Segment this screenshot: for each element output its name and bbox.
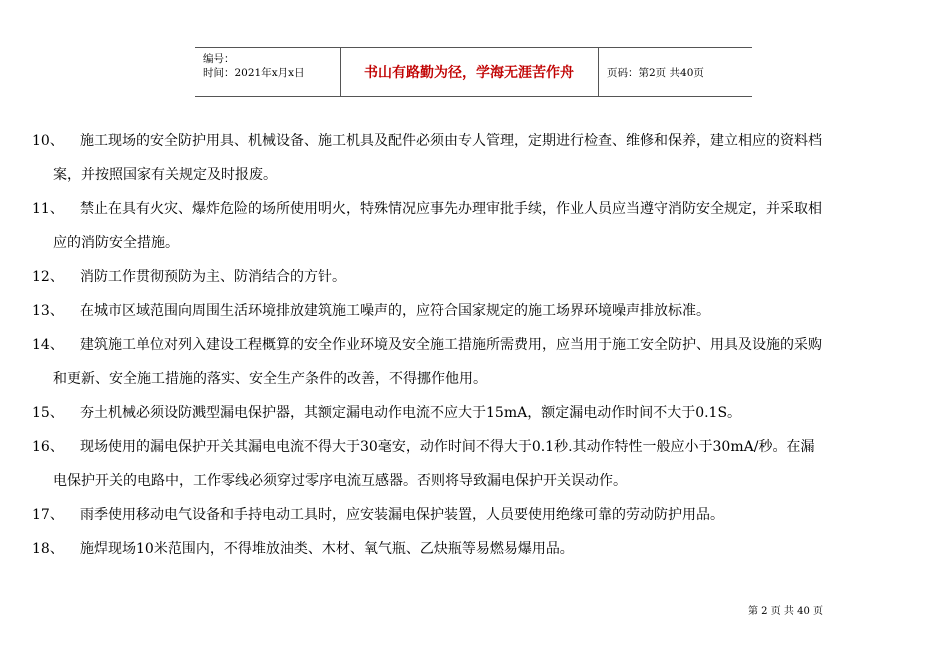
- list-item: [32, 430, 920, 498]
- item-text: 现场使用的漏电保护开关其漏电电流不得大于30毫安，动作时间不得大于0.1秒.其动作特性一般应小于30mA/秒。在漏: [80, 439, 815, 455]
- item-text: 禁止在具有火灾、爆炸危险的场所使用明火，特殊情况应事先办理审批手续，作业人员应当遵守消防安全规定，并采取相: [80, 201, 822, 217]
- list-item: [32, 260, 920, 294]
- item-number: 10、: [32, 133, 64, 149]
- item-number: 16、: [32, 439, 64, 455]
- page-footer: 第 2 页 共 40 页: [748, 606, 823, 617]
- item-number: 13、: [32, 303, 64, 319]
- list-item: [32, 192, 920, 260]
- item-text-continued: 应的消防安全措施。: [53, 235, 179, 251]
- item-number: 11、: [32, 201, 64, 217]
- list-item: [32, 532, 920, 566]
- item-text-continued: 案，并按照国家有关规定及时报废。: [53, 167, 277, 183]
- header-motto: 书山有路勤为径，学海无涯苦作舟: [340, 48, 599, 96]
- header-number-label: 编号：: [203, 53, 235, 65]
- item-text: 建筑施工单位对列入建设工程概算的安全作业环境及安全施工措施所需费用，应当用于施工安全防护、用具及设施的采购: [80, 337, 822, 353]
- item-number: 12、: [32, 269, 64, 285]
- list-item: [32, 328, 920, 396]
- item-text-continued: 和更新、安全施工措施的落实、安全生产条件的改善，不得挪作他用。: [53, 371, 487, 387]
- item-text: 雨季使用移动电气设备和手持电动工具时，应安装漏电保护装置，人员要使用绝缘可靠的劳动防护用品。: [80, 507, 724, 523]
- item-number: 17、: [32, 507, 64, 523]
- header-time-label: 时间：2021年x月x日: [203, 67, 305, 79]
- item-text: 施焊现场10米范围内，不得堆放油类、木材、氧气瓶、乙炔瓶等易燃易爆用品。: [80, 541, 574, 557]
- item-text: 在城市区域范围向周围生活环境排放建筑施工噪声的，应符合国家规定的施工场界环境噪声排放标准。: [80, 303, 710, 319]
- item-text: 施工现场的安全防护用具、机械设备、施工机具及配件必须由专人管理，定期进行检查、维修和保养，建立相应的资料档: [80, 133, 822, 149]
- item-number: 15、: [32, 405, 64, 421]
- item-number: 18、: [32, 541, 64, 557]
- item-number: 14、: [32, 337, 64, 353]
- page-header-table: [195, 47, 752, 97]
- list-item: [32, 124, 920, 192]
- header-meta-cell: [195, 48, 341, 96]
- item-text: 夯土机械必须设防溅型漏电保护器，其额定漏电动作电流不应大于15mA，额定漏电动作时间不大于0.1S。: [80, 405, 742, 421]
- list-item: [32, 294, 920, 328]
- list-item: [32, 498, 920, 532]
- header-page-info: 页码：第2页 共40页: [607, 66, 704, 79]
- item-text: 消防工作贯彻预防为主、防消结合的方针。: [80, 269, 346, 285]
- list-item: [32, 396, 920, 430]
- item-list: [32, 124, 920, 566]
- item-text-continued: 电保护开关的电路中，工作零线必须穿过零序电流互感器。否则将导致漏电保护开关误动作。: [53, 473, 627, 489]
